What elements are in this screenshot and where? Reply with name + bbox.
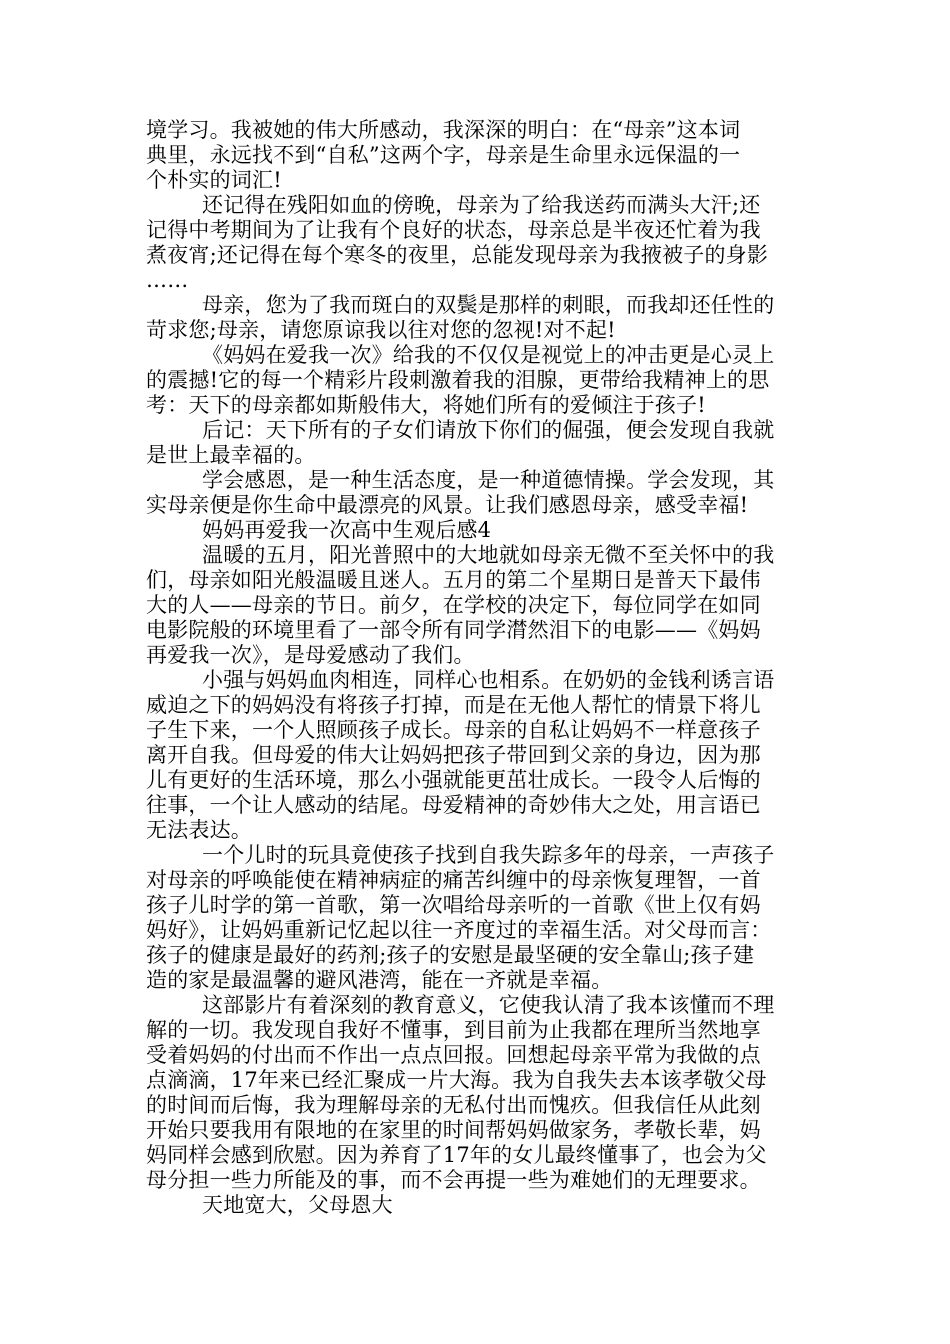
- text-line: 后记：天下所有的子女们请放下你们的倔强，便会发现自我就: [202, 418, 775, 442]
- paragraph: [146, 993, 818, 1193]
- text-line: 小强与妈妈血肉相连，同样心也相系。在奶奶的金钱利诱言语: [202, 668, 775, 692]
- text-line: 开始只要我用有限地的在家里的时间帮妈妈做家务，孝敬长辈，妈: [146, 1118, 761, 1142]
- text-line: 受着妈妈的付出而不作出一点点回报。回想起母亲平常为我做的点: [146, 1043, 761, 1067]
- paragraph: [146, 193, 818, 293]
- text-line: ……: [146, 268, 189, 292]
- text-line: 学会感恩，是一种生活态度，是一种道德情操。学会发现，其: [202, 468, 775, 492]
- text-line: 儿有更好的生活环境，那么小强就能更茁壮成长。一段令人后悔的: [146, 768, 761, 792]
- text-line: 一个儿时的玩具竟使孩子找到自我失踪多年的母亲，一声孩子: [202, 843, 775, 867]
- text-line: 《妈妈在爱我一次》给我的不仅仅是视觉上的冲击更是心灵上: [202, 343, 775, 367]
- text-line: 的时间而后悔，我为理解母亲的无私付出而愧疚。但我信任从此刻: [146, 1093, 761, 1117]
- paragraph: [146, 1193, 818, 1218]
- text-line: 们，母亲如阳光般温暖且迷人。五月的第二个星期日是普天下最伟: [146, 568, 761, 592]
- text-line: 母亲，您为了我而斑白的双鬓是那样的刺眼，而我却还任性的: [202, 293, 775, 317]
- text-line: 妈同样会感到欣慰。因为养育了17年的女儿最终懂事了，也会为父: [146, 1143, 767, 1167]
- paragraph: [146, 418, 818, 468]
- text-line: 电影院般的环境里看了一部令所有同学潸然泪下的电影——《妈妈: [146, 618, 761, 642]
- text-line: 还记得在残阳如血的傍晚，母亲为了给我送药而满头大汗;还: [202, 193, 761, 217]
- paragraph: [146, 668, 818, 843]
- text-line: 再爱我一次》，是母爱感动了我们。: [146, 643, 475, 667]
- text-line: 个朴实的词汇!: [146, 168, 282, 192]
- text-line: 天地宽大，父母恩大: [202, 1193, 393, 1217]
- text-line: 造的家是最温馨的避风港湾，能在一齐就是幸福。: [146, 968, 613, 992]
- text-line: 往事，一个让人感动的结尾。母爱精神的奇妙伟大之处，用言语已: [146, 793, 761, 817]
- paragraph: [146, 293, 818, 343]
- text-line: 记得中考期间为了让我有个良好的状态，母亲总是半夜还忙着为我: [146, 218, 761, 242]
- text-line: 孩子儿时学的第一首歌，第一次唱给母亲听的一首歌《世上仅有妈: [146, 893, 761, 917]
- text-line: 煮夜宵;还记得在每个寒冬的夜里，总能发现母亲为我掖被子的身影: [146, 243, 769, 267]
- text-line: 点滴滴，17年来已经汇聚成一片大海。我为自我失去本该孝敬父母: [146, 1068, 767, 1092]
- document-body: [146, 118, 818, 1218]
- paragraph: [146, 343, 818, 418]
- text-line: 解的一切。我发现自我好不懂事，到目前为止我都在理所当然地享: [146, 1018, 761, 1042]
- text-line: 的震撼!它的每一个精彩片段刺激着我的泪腺，更带给我精神上的思: [146, 368, 770, 392]
- text-line: 大的人——母亲的节日。前夕，在学校的决定下，每位同学在如同: [146, 593, 761, 617]
- paragraph: [146, 468, 818, 518]
- text-line: 妈好》，让妈妈重新记忆起以往一齐度过的幸福生活。对父母而言：: [146, 918, 772, 942]
- text-line: 无法表达。: [146, 818, 252, 842]
- text-line: 母分担一些力所能及的事，而不会再提一些为难她们的无理要求。: [146, 1168, 761, 1192]
- text-line: 子生下来，一个人照顾孩子成长。母亲的自私让妈妈不一样意孩子: [146, 718, 761, 742]
- text-line: 温暖的五月，阳光普照中的大地就如母亲无微不至关怀中的我: [202, 543, 775, 567]
- text-line: 对母亲的呼唤能使在精神病症的痛苦纠缠中的母亲恢复理智，一首: [146, 868, 761, 892]
- text-line: 妈妈再爱我一次高中生观后感4: [202, 518, 492, 542]
- text-line: 典里，永远找不到“自私”这两个字，母亲是生命里永远保温的一: [146, 143, 741, 167]
- text-line: 考：天下的母亲都如斯般伟大，将她们所有的爱倾注于孩子!: [146, 393, 706, 417]
- text-line: 这部影片有着深刻的教育意义，它使我认清了我本该懂而不理: [202, 993, 775, 1017]
- text-line: 是世上最幸福的。: [146, 443, 316, 467]
- text-line: 离开自我。但母爱的伟大让妈妈把孩子带回到父亲的身边，因为那: [146, 743, 761, 767]
- text-line: 威迫之下的妈妈没有将孩子打掉，而是在无他人帮忙的情景下将儿: [146, 693, 761, 717]
- text-line: 实母亲便是你生命中最漂亮的风景。让我们感恩母亲，感受幸福!: [146, 493, 749, 517]
- paragraph: [146, 843, 818, 993]
- paragraph: [146, 543, 818, 668]
- paragraph: [146, 518, 818, 543]
- text-line: 苛求您;母亲，请您原谅我以往对您的忽视!对不起!: [146, 318, 616, 342]
- paragraph: [146, 118, 818, 193]
- text-line: 孩子的健康是最好的药剂;孩子的安慰是最坚硬的安全靠山;孩子建: [146, 943, 755, 967]
- text-line: 境学习。我被她的伟大所感动，我深深的明白：在“母亲”这本词: [146, 118, 741, 142]
